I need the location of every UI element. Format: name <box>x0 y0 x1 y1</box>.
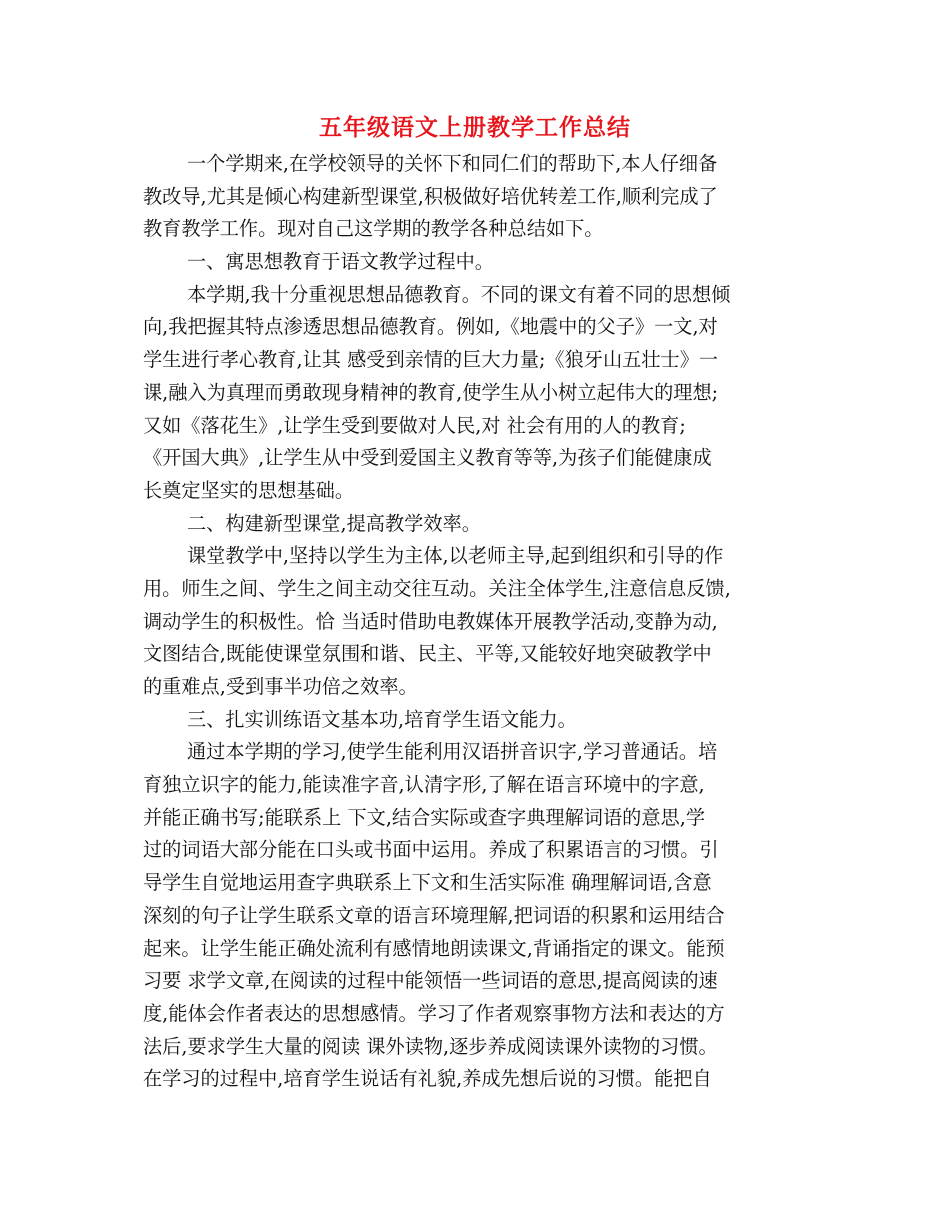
text-line: 教育教学工作。现对自己这学期的教学各种总结如下。 <box>143 217 604 241</box>
text-line: 的重难点,受到事半功倍之效率。 <box>143 675 418 698</box>
document-title: 五年级语文上册教学工作总结 <box>319 114 631 141</box>
text-line: 通过本学期的学习,使学生能利用汉语拼音识字,学习普通话。培 <box>187 740 718 764</box>
text-line: 导学生自觉地运用查字典联系上下文和生活实际准 确理解词语,含意 <box>143 871 712 895</box>
text-line: 学生进行孝心教育,让其 感受到亲情的巨大力量;《狼牙山五壮士》一 <box>143 348 719 372</box>
text-line: 二、构建新型课堂,提高教学效率。 <box>187 511 481 535</box>
text-line: 课堂教学中,坚持以学生为主体,以老师主导,起到组织和引导的作 <box>187 544 724 568</box>
text-line: 教改导,尤其是倾心构建新型课堂,积极做好培优转差工作,顺利完成了 <box>143 184 718 208</box>
text-line: 三、扎实训练语文基本功,培育学生语文能力。 <box>187 707 577 731</box>
text-line: 调动学生的积极性。恰 当适时借助电教媒体开展教学活动,变静为动, <box>143 609 718 633</box>
text-line: 深刻的句子让学生联系文章的语言环境理解,把词语的积累和运用结合 <box>143 903 725 927</box>
text-line: 度,能体会作者表达的思想感情。学习了作者观察事物方法和表达的方 <box>143 1001 725 1025</box>
text-line: 育独立识字的能力,能读准字音,认清字形,了解在语言环境中的字意, <box>143 773 705 797</box>
text-line: 一个学期来,在学校领导的关怀下和同仁们的帮助下,本人仔细备 <box>187 152 718 175</box>
text-line: 长奠定坚实的思想基础。 <box>143 478 355 502</box>
text-line: 一、寓思想教育于语文教学过程中。 <box>187 250 494 274</box>
text-line: 用。师生之间、学生之间主动交往互动。关注全体学生,注意信息反馈, <box>143 576 731 600</box>
text-line: 向,我把握其特点渗透思想品德教育。例如,《地震中的父子》一文,对 <box>143 315 718 339</box>
text-line: 在学习的过程中,培育学生说话有礼貌,养成先想后说的习惯。能把自 <box>143 1067 712 1091</box>
text-line: 课,融入为真理而勇敢现身精神的教育,使学生从小树立起伟大的理想; <box>143 380 719 404</box>
text-line: 本学期,我十分重视思想品德教育。不同的课文有着不同的思想倾 <box>187 282 731 306</box>
text-line: 《开国大典》,让学生从中受到爱国主义教育等等,为孩子们能健康成 <box>143 446 712 470</box>
text-line: 文图结合,既能使课堂氛围和谐、民主、平等,又能较好地突破教学中 <box>143 642 712 666</box>
text-line: 法后,要求学生大量的阅读 课外读物,逐步养成阅读课外读物的习惯。 <box>143 1034 718 1058</box>
text-line: 并能正确书写;能联系上 下文,结合实际或查字典理解词语的意思,学 <box>143 805 706 829</box>
text-line: 起来。让学生能正确处流利有感情地朗读课文,背诵指定的课文。能预 <box>143 936 725 960</box>
text-line: 习要 求学文章,在阅读的过程中能领悟一些词语的意思,提高阅读的速 <box>143 969 718 993</box>
text-line: 过的词语大部分能在口头或书面中运用。养成了积累语言的习惯。引 <box>143 838 719 862</box>
document-body <box>143 148 813 1096</box>
text-line: 又如《落花生》,让学生受到要做对人民,对 社会有用的人的教育; <box>143 413 686 437</box>
